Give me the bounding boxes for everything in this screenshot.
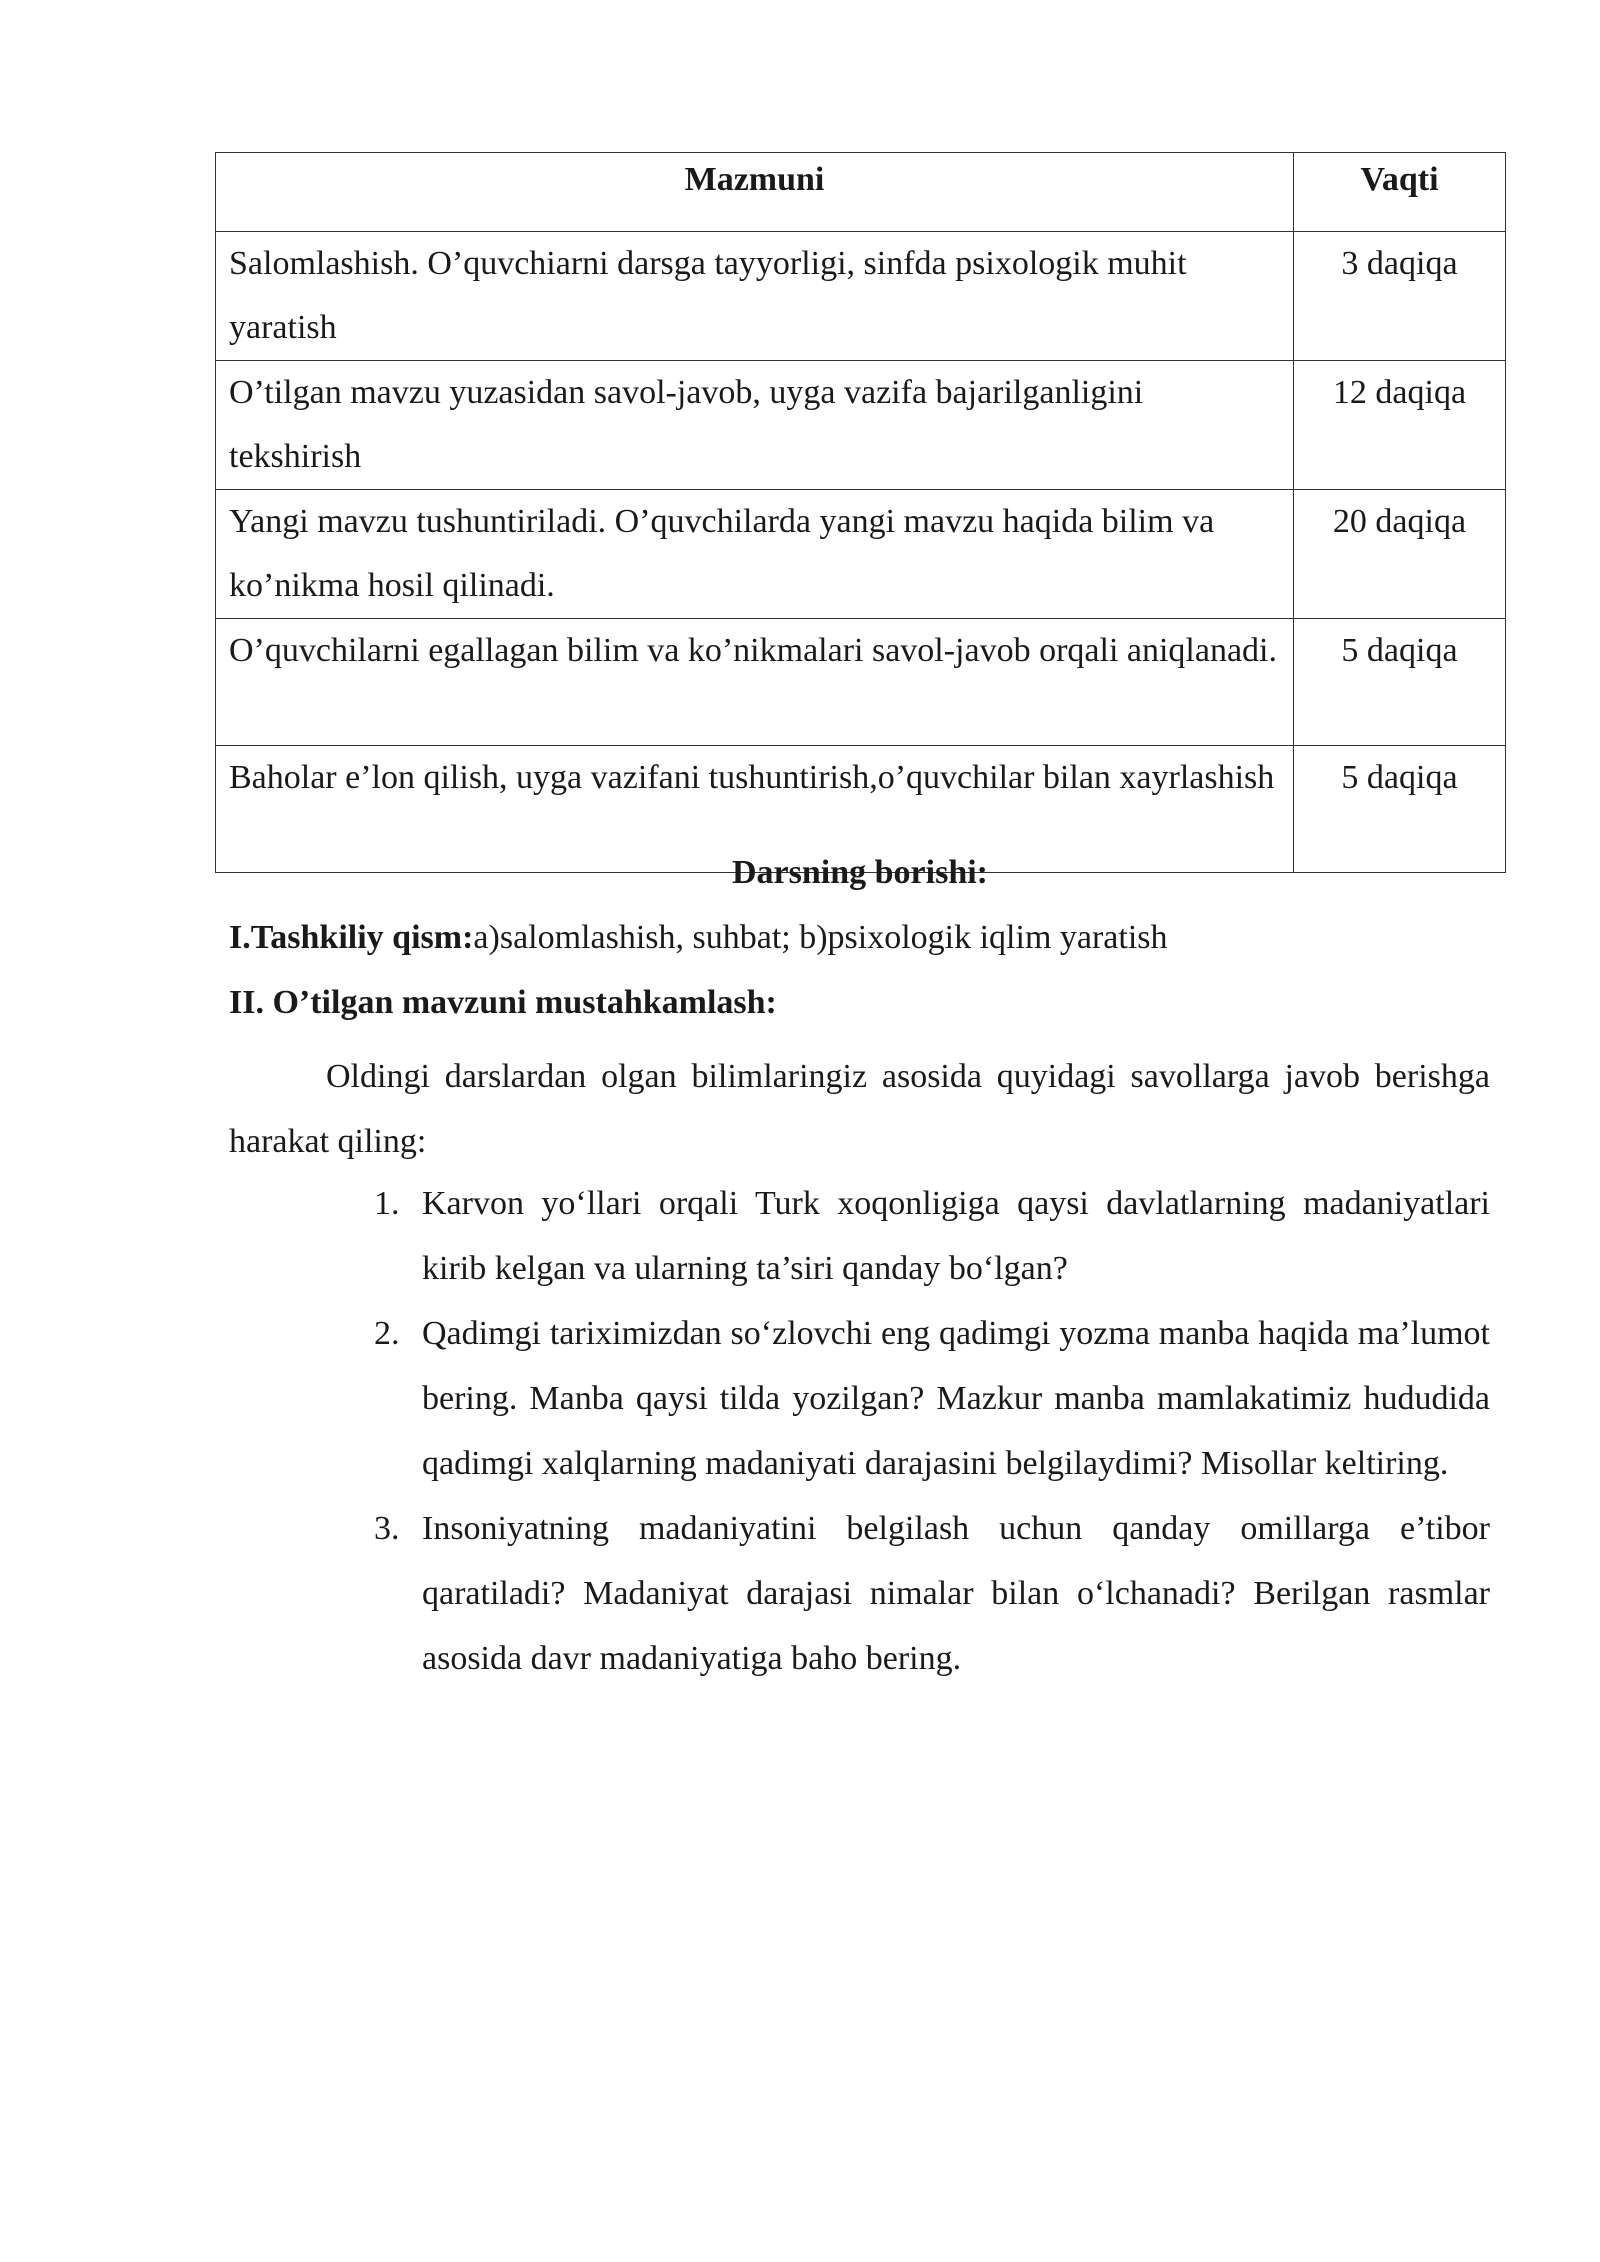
question-text: Insoniyatning madaniyatini belgilash uchun qanday omillarga e’tibor qaratiladi? Madaniyat darajasi nimalar bilan o‘lchanadi? Berilgan rasmlar asosida davr madaniyatiga baho bering. bbox=[422, 1510, 1490, 1677]
section-review-heading: II. O’tilgan mavzuni mustahkamlash: bbox=[229, 984, 777, 1021]
table-row bbox=[216, 232, 1506, 361]
question-number: 1. bbox=[374, 1185, 400, 1222]
row-time: 20 daqiqa bbox=[1294, 490, 1506, 619]
column-header-time: Vaqti bbox=[1294, 153, 1506, 232]
table-header-row bbox=[216, 153, 1506, 232]
list-item bbox=[369, 1171, 1490, 1301]
section-organizational-label: I.Tashkiliy qism: bbox=[229, 919, 474, 956]
row-time: 5 daqiqa bbox=[1294, 619, 1506, 746]
row-content: O’tilgan mavzu yuzasidan savol-javob, uyga vazifa bajarilganligini tekshirish bbox=[216, 361, 1294, 490]
question-text: Karvon yo‘llari orqali Turk xoqonligiga qaysi davlatlarning madaniyatlari kirib kelgan va ularning ta’siri qanday bo‘lgan? bbox=[422, 1185, 1490, 1287]
row-content: Yangi mavzu tushuntiriladi. O’quvchilarda yangi mavzu haqida bilim va ko’nikma hosil qilinadi. bbox=[216, 490, 1294, 619]
section-organizational-text: a)salomlashish, suhbat; b)psixologik iqlim yaratish bbox=[473, 919, 1168, 956]
column-header-content: Mazmuni bbox=[216, 153, 1294, 232]
table-row bbox=[216, 361, 1506, 490]
row-time: 3 daqiqa bbox=[1294, 232, 1506, 361]
question-number: 3. bbox=[374, 1510, 400, 1547]
intro-paragraph: Oldingi darslardan olgan bilimlaringiz asosida quyidagi savollarga javob berishga harakat qiling: bbox=[229, 1058, 1490, 1160]
question-text: Qadimgi tariximizdan so‘zlovchi eng qadimgi yozma manba haqida ma’lumot bering. Manba qaysi tilda yozilgan? Mazkur manba mamlakatimiz hududida qadimgi xalqlarning madaniyati darajasini belgilaydimi? Misollar keltiring. bbox=[422, 1315, 1490, 1482]
list-item bbox=[369, 1496, 1490, 1691]
lesson-progress-heading: Darsning borishi: bbox=[732, 854, 988, 891]
section-organizational bbox=[229, 913, 1490, 963]
question-number: 2. bbox=[374, 1315, 400, 1352]
list-item bbox=[369, 1301, 1490, 1496]
row-time: 5 daqiqa bbox=[1294, 746, 1506, 873]
lesson-schedule-table bbox=[215, 152, 1506, 873]
row-content: Salomlashish. O’quvchiarni darsga tayyorligi, sinfda psixologik muhit yaratish bbox=[216, 232, 1294, 361]
table-row bbox=[216, 619, 1506, 746]
row-content: O’quvchilarni egallagan bilim va ko’nikmalari savol-javob orqali aniqlanadi. bbox=[216, 619, 1294, 746]
table-row bbox=[216, 490, 1506, 619]
row-content: Baholar e’lon qilish, uyga vazifani tushuntirish,o’quvchilar bilan xayrlashish bbox=[216, 746, 1294, 873]
row-time: 12 daqiqa bbox=[1294, 361, 1506, 490]
question-list bbox=[369, 1171, 1490, 1691]
